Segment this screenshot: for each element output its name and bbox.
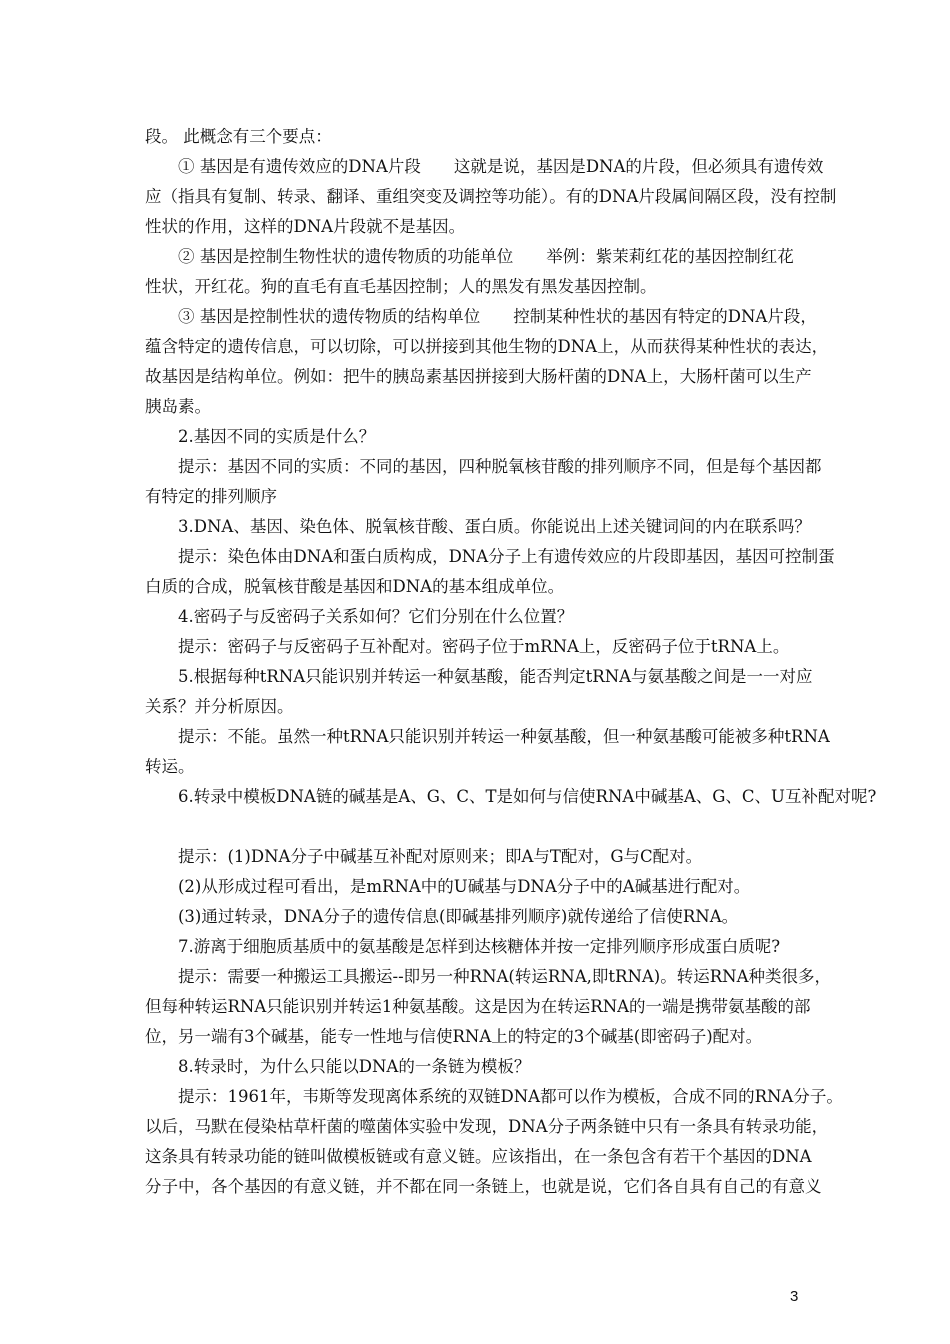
text-line: 性状的作用，这样的DNA片段就不是基因。 (145, 217, 466, 236)
text-line: 应（指具有复制、转录、翻译、重组突变及调控等功能）。有的DNA片段属间隔区段，没有控制 (145, 187, 837, 206)
text-line: 但每种转运RNA只能识别并转运1种氨基酸。这是因为在转运RNA的一端是携带氨基酸的部 (145, 997, 811, 1016)
question-line: 7.游离于细胞质基质中的氨基酸是怎样到达核糖体并按一定排列顺序形成蛋白质呢? (178, 937, 781, 956)
text-line: 分子中，各个基因的有意义链，并不都在同一条链上，也就是说，它们各自具有自己的有意义 (145, 1177, 822, 1196)
answer-line: 提示：需要一种搬运工具搬运--即另一种RNA(转运RNA,即tRNA)。转运RNA种类很多， (178, 967, 832, 986)
text-line: 以后，马默在侵染枯草杆菌的噬菌体实验中发现，DNA分子两条链中只有一条具有转录功能， (145, 1117, 829, 1136)
text-line: 段。 此概念有三个要点： (145, 127, 332, 146)
text-line: 位，另一端有3个碱基，能专一性地与信使RNA上的特定的3个碱基(即密码子)配对。 (145, 1027, 763, 1046)
text-line: 转运。 (145, 757, 195, 776)
answer-line: 提示：不能。虽然一种tRNA只能识别并转运一种氨基酸，但一种氨基酸可能被多种tRNA (178, 727, 830, 746)
text-line: 性状，开红花。狗的直毛有直毛基因控制；人的黑发有黑发基因控制。 (145, 277, 657, 296)
question-line: 4.密码子与反密码子关系如何？它们分别在什么位置？ (178, 607, 574, 626)
answer-line: 提示：基因不同的实质：不同的基因，四种脱氧核苷酸的排列顺序不同，但是每个基因都 (178, 457, 822, 476)
text-line: ① 基因是有遗传效应的DNA片段 这就是说，基因是DNA的片段，但必须具有遗传效 (178, 157, 824, 176)
blank-line (145, 812, 817, 842)
answer-line: 提示：(1)DNA分子中碱基互补配对原则来；即A与T配对，G与C配对。 (178, 847, 703, 866)
text-line: ③ 基因是控制性状的遗传物质的结构单位 控制某种性状的基因有特定的DNA片段， (178, 307, 817, 326)
answer-line: (2)从形成过程可看出，是mRNA中的U碱基与DNA分子中的A碱基进行配对。 (178, 877, 751, 896)
question-line: 3.DNA、基因、染色体、脱氧核苷酸、蛋白质。你能说出上述关键词间的内在联系吗？ (178, 517, 811, 536)
document-body (145, 122, 877, 1202)
text-line: 故基因是结构单位。例如：把牛的胰岛素基因拼接到大肠杆菌的DNA上，大肠杆菌可以生产 (145, 367, 812, 386)
text-line: 白质的合成，脱氧核苷酸是基因和DNA的基本组成单位。 (145, 577, 565, 596)
text-line: 胰岛素。 (145, 397, 211, 416)
text-line: 有特定的排列顺序 (145, 487, 277, 506)
question-line: 6.转录中模板DNA链的碱基是A、G、C、T是如何与信使RNA中碱基A、G、C、U互补配对呢? (178, 787, 877, 806)
question-line: 2.基因不同的实质是什么？ (178, 427, 376, 446)
answer-line: 提示：密码子与反密码子互补配对。密码子位于mRNA上，反密码子位于tRNA上。 (178, 637, 790, 656)
text-line: 这条具有转录功能的链叫做模板链或有意义链。应该指出，在一条包含有若干个基因的DNA (145, 1147, 812, 1166)
question-line: 8.转录时，为什么只能以DNA的一条链为模板？ (178, 1057, 531, 1076)
answer-line: (3)通过转录，DNA分子的遗传信息(即碱基排列顺序)就传递给了信使RNA。 (178, 907, 739, 926)
answer-line: 提示：1961年，韦斯等发现离体系统的双链DNA都可以作为模板，合成不同的RNA分子。 (178, 1087, 843, 1106)
text-line: 蕴含特定的遗传信息，可以切除，可以拼接到其他生物的DNA上，从而获得某种性状的表达， (145, 337, 829, 356)
question-line: 5.根据每种tRNA只能识别并转运一种氨基酸，能否判定tRNA与氨基酸之间是一一对应 (178, 667, 813, 686)
answer-line: 提示：染色体由DNA和蛋白质构成，DNA分子上有遗传效应的片段即基因，基因可控制蛋 (178, 547, 835, 566)
text-line: ② 基因是控制生物性状的遗传物质的功能单位 举例：紫茉莉红花的基因控制红花 (178, 247, 794, 266)
text-line: 关系？并分析原因。 (145, 697, 294, 716)
page-number: 3 (790, 1288, 799, 1305)
